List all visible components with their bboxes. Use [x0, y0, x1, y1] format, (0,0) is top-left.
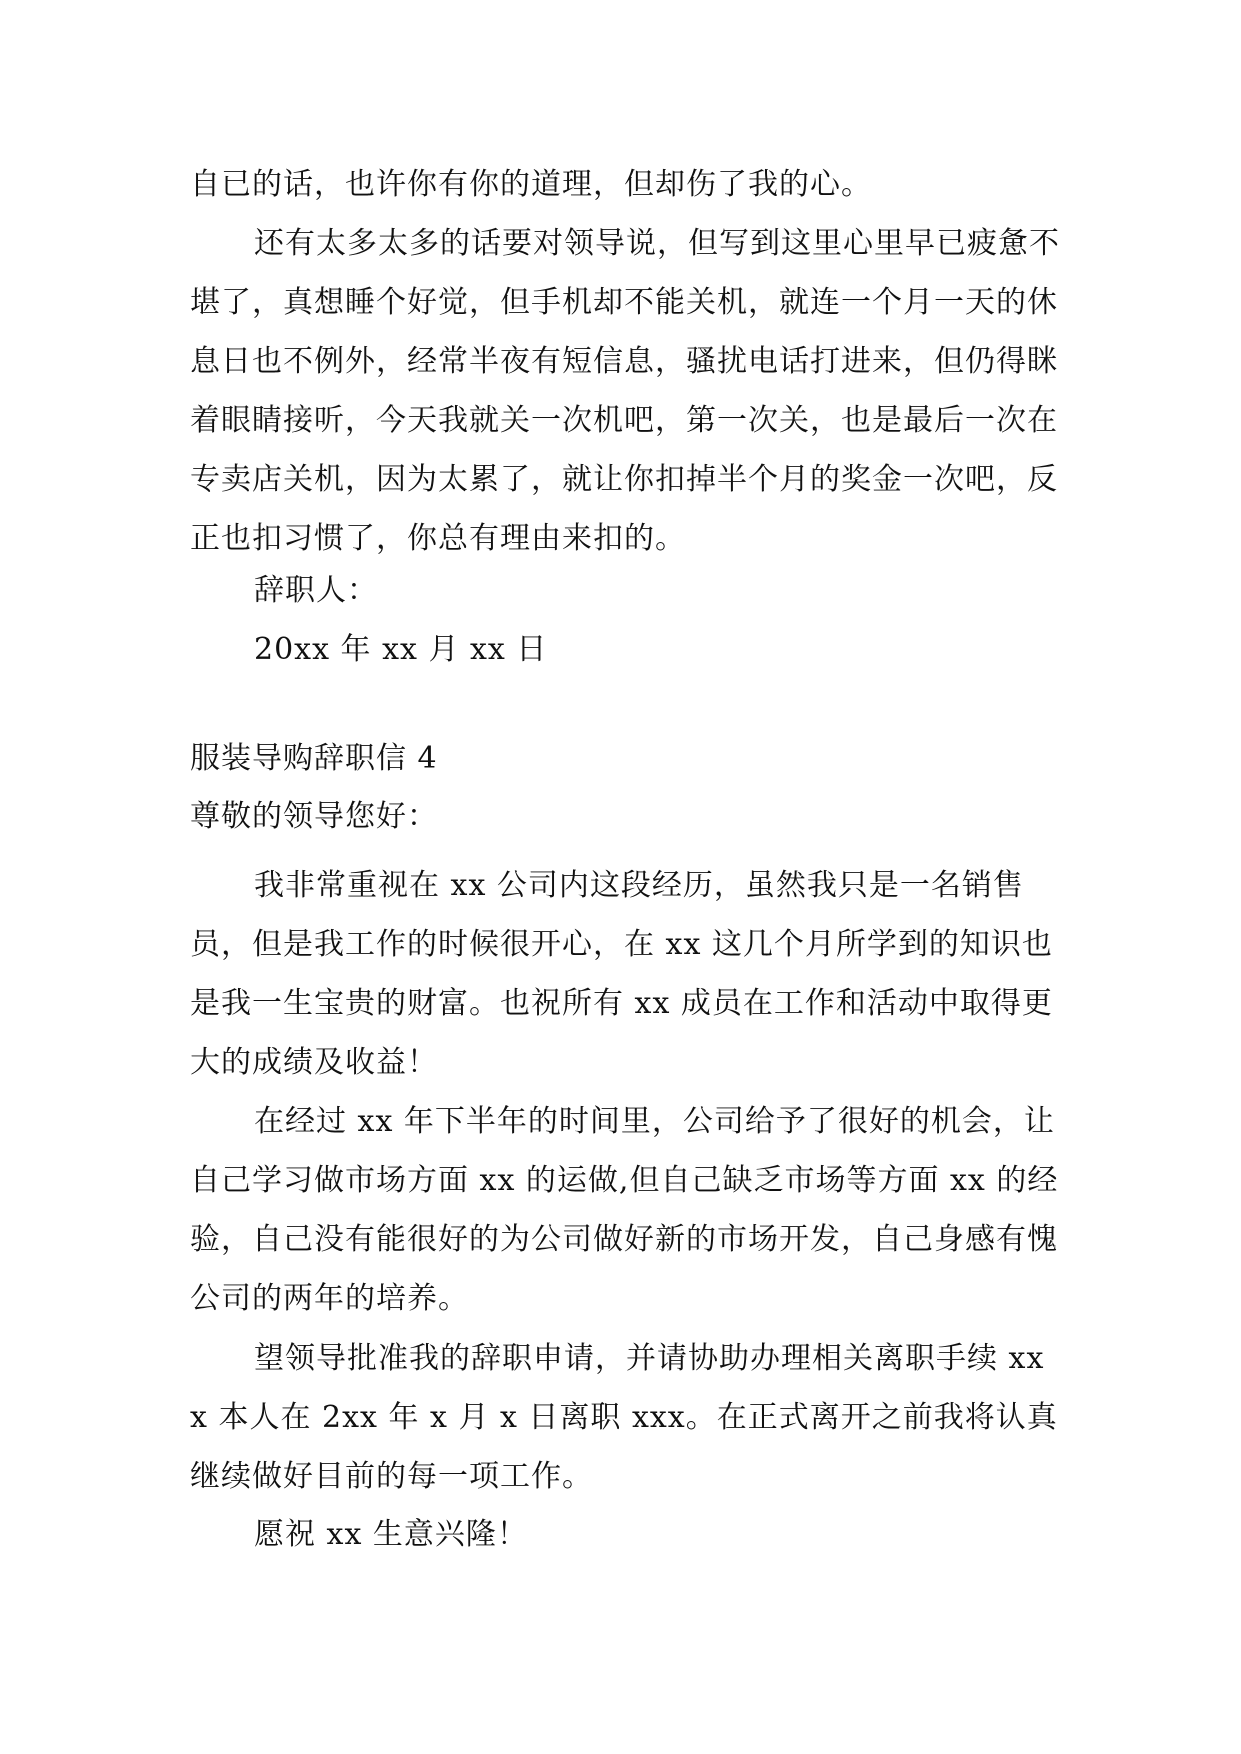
paragraph-market-experience: 在经过 xx 年下半年的时间里，公司给予了很好的机会，让自己学习做市场方面 xx 的运做,但自己缺乏市场等方面 xx 的经验，自己没有能很好的为公司做好新的市场开发，自己身感有愧公司的两年的培养。 [190, 1104, 1059, 1316]
letter-date: 20xx 年 xx 月 xx 日 [254, 632, 548, 667]
paragraph-work-complaints: 还有太多太多的话要对领导说，但写到这里心里早已疲惫不堪了，真想睡个好觉，但手机却不能关机，就连一个月一天的休息日也不例外，经常半夜有短信息，骚扰电话打进来，但仍得眯着眼睛接听，今天我就关一次机吧，第一次关，也是最后一次在专卖店关机，因为太累了，就让你扣掉半个月的奖金一次吧，反正也扣习惯了，你总有理由来扣的。 [190, 226, 1060, 556]
section-title: 服装导购辞职信 4 [190, 741, 438, 776]
salutation: 尊敬的领导您好： [190, 799, 438, 834]
paragraph-resignation-request: 望领导批准我的辞职申请，并请协助办理相关离职手续 xxx 本人在 2xx 年 x 月 x 日离职 xxx。在正式离开之前我将认真继续做好目前的每一项工作。 [190, 1341, 1058, 1494]
closing-wish: 愿祝 xx 生意兴隆！ [254, 1517, 528, 1552]
paragraph-continuation: 自已的话，也许你有你的道理，但却伤了我的心。 [190, 167, 872, 202]
signer-label: 辞职人： [254, 573, 378, 608]
paragraph-appreciation: 我非常重视在 xx 公司内这段经历，虽然我只是一名销售员，但是我工作的时候很开心，在 xx 这几个月所学到的知识也是我一生宝贵的财富。也祝所有 xx 成员在工作和活动中取得更大的成绩及收益！ [190, 868, 1053, 1080]
